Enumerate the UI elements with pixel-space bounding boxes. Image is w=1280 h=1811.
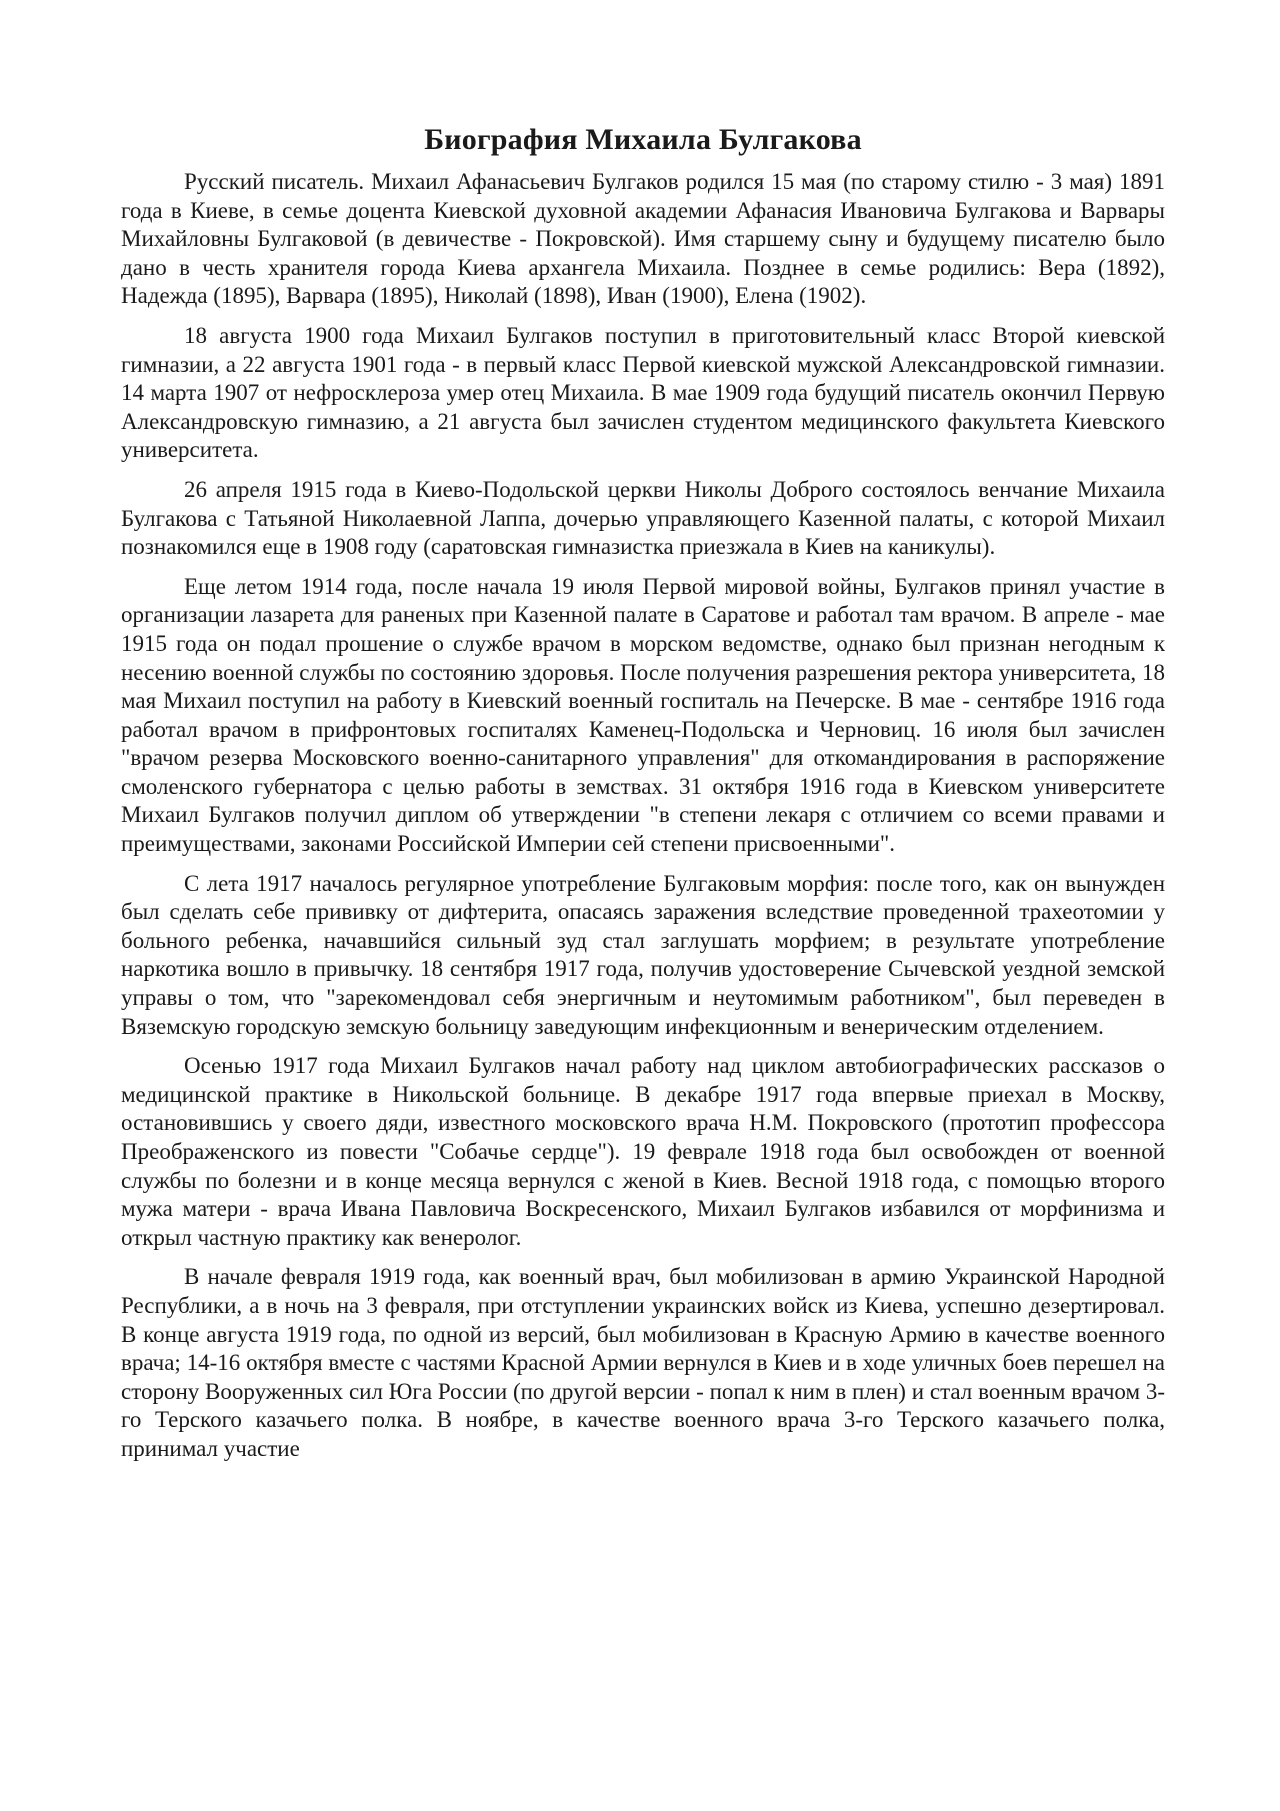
paragraph-war-service: Еще летом 1914 года, после начала 19 июля Первой мировой войны, Булгаков принял участие в организации лазарета для раненых при Казенной палате в Саратове и работал там врачом. В апреле - мае 1915 года он подал прошение о службе врачом в морском ведомстве, однако был признан негодным к несению военной службы по состоянию здоровья. После получения разрешения ректора университета, 18 мая Михаил поступил на работу в Киевский военный госпиталь на Печерске. В мае - сентябре 1916 года работал врачом в прифронтовых госпиталях Каменец-Подольска и Черновиц. 16 июля был зачислен "врачом резерва Московского военно-санитарного управления" для откомандирования в распоряжение смоленского губернатора с целью работы в земствах. 31 октября 1916 года в Киевском университете Михаил Булгаков получил диплом об утверждении "в степени лекаря с отличием со всеми правами и преимуществами, законами Российской Империи сей степени присвоенными". (121, 573, 1165, 857)
document-title: Биография Михаила Булгакова (424, 123, 862, 156)
document-body (121, 122, 1165, 1475)
paragraph-education: 18 августа 1900 года Михаил Булгаков поступил в приготовительный класс Второй киевской гимназии, а 22 августа 1901 года - в первый класс Первой киевской мужской Александровской гимназии. 14 марта 1907 от нефросклероза умер отец Михаила. В мае 1909 года будущий писатель окончил Первую Александровскую гимназию, а 21 августа был зачислен студентом медицинского факультета Киевского университета. (121, 322, 1165, 463)
paragraph-autumn-1917: Осенью 1917 года Михаил Булгаков начал работу над циклом автобиографических рассказов о медицинской практике в Никольской больнице. В декабре 1917 года впервые приехал в Москву, остановившись у своего дяди, известного московского врача Н.М. Покровского (прототип профессора Преображенского из повести "Собачье сердце"). 19 феврале 1918 года был освобожден от военной службы по болезни и в конце месяца вернулся с женой в Киев. Весной 1918 года, с помощью второго мужа матери - врача Ивана Павловича Воскресенского, Михаил Булгаков избавился от морфинизма и открыл частную практику как венеролог. (121, 1053, 1165, 1250)
paragraph-marriage: 26 апреля 1915 года в Киево-Подольской церкви Николы Доброго состоялось венчание Михаила Булгакова с Татьяной Николаевной Лаппа, дочерью управляющего Казенной палаты, с которой Михаил познакомился еще в 1908 году (саратовская гимназистка приезжала в Киев на каникулы). (121, 476, 1165, 560)
paragraph-1919: В начале февраля 1919 года, как военный врач, был мобилизован в армию Украинской Народной Республики, а в ночь на 3 февраля, при отступлении украинских войск из Киева, успешно дезертировал. В конце августа 1919 года, по одной из версий, был мобилизован в Красную Армию в качестве военного врача; 14-16 октября вместе с частями Красной Армии вернулся в Киев и в ходе уличных боев перешел на сторону Вооруженных сил Юга России (по другой версии - попал к ним в плен) и стал военным врачом 3-го Терского казачьего полка. В ноябре, в качестве военного врача 3-го Терского казачьего полка, принимал участие (121, 1264, 1165, 1461)
paragraph-morphine: С лета 1917 началось регулярное употребление Булгаковым морфия: после того, как он вынужден был сделать себе прививку от дифтерита, опасаясь заражения вследствие проведенной трахеотомии у больного ребенка, начавшийся сильный зуд стал заглушать морфием; в результате употребление наркотика вошло в привычку. 18 сентября 1917 года, получив удостоверение Сычевской уездной земской управы о том, что "зарекомендовал себя энергичным и неутомимым работником", был переведен в Вяземскую городскую земскую больницу заведующим инфекционным и венерическим отделением. (121, 870, 1165, 1039)
paragraph-birth: Русский писатель. Михаил Афанасьевич Булгаков родился 15 мая (по старому стилю - 3 мая) 1891 года в Киеве, в семье доцента Киевской духовной академии Афанасия Ивановича Булгакова и Варвары Михайловны Булгаковой (в девичестве - Покровской). Имя старшему сыну и будущему писателю было дано в честь хранителя города Киева архангела Михаила. Позднее в семье родились: Вера (1892), Надежда (1895), Варвара (1895), Николай (1898), Иван (1900), Елена (1902). (121, 169, 1165, 309)
